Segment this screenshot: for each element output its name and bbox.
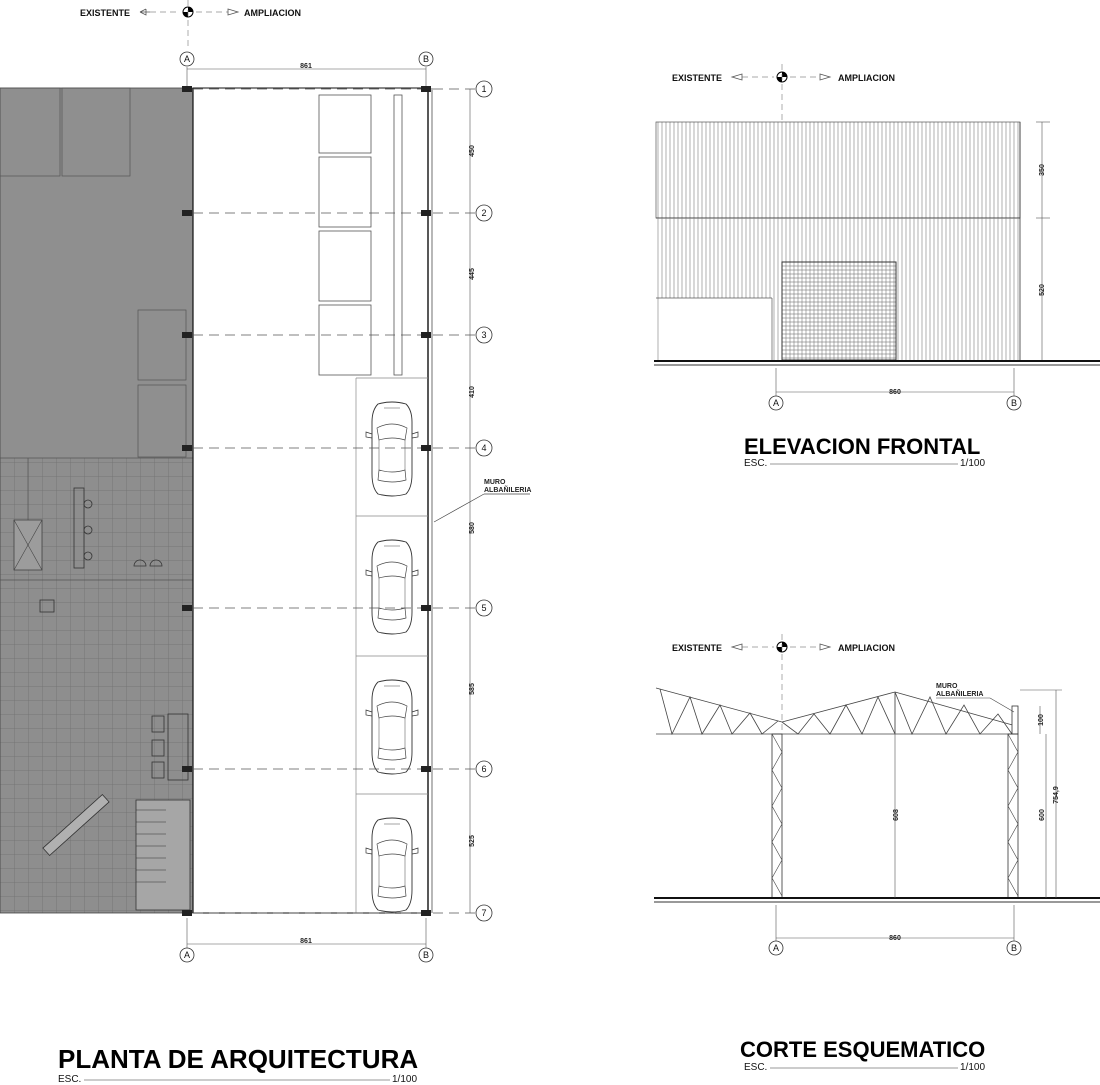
plan-legend-existing: EXISTENTE [80,8,131,18]
section-wall-note [936,683,1014,712]
elevation-grid-bubble-b [1007,396,1021,410]
plan-title: PLANTA DE ARQUITECTURA [58,1044,419,1074]
svg-text:MURO: MURO [484,479,506,486]
svg-text:A: A [183,950,191,960]
grid-bubble-3 [476,327,492,343]
section-column-b [1008,734,1018,898]
plan-dimension-top [187,63,426,86]
parked-car-1 [366,402,418,496]
plan-legend [80,0,301,50]
parked-car-4 [366,818,418,912]
front-elevation [654,64,1100,469]
svg-text:520: 520 [1039,284,1046,296]
plan-grid-bubble-b-top [419,52,433,66]
plan-legend-extension: AMPLIACION [244,8,301,18]
svg-text:6: 6 [481,764,487,774]
section-width-dim [776,905,1014,942]
svg-text:B: B [1010,398,1018,408]
svg-text:B: B [1010,943,1018,953]
svg-text:B: B [422,54,430,64]
section-legend-existing: EXISTENTE [672,643,723,653]
svg-text:410: 410 [469,386,476,398]
elevation-legend-extension: AMPLIACION [838,73,895,83]
section-grid-bubble-a [769,941,783,955]
elevation-legend [672,64,895,122]
svg-text:MURO: MURO [936,683,958,690]
svg-text:445: 445 [469,268,476,280]
svg-text:5: 5 [481,603,487,613]
svg-text:A: A [772,943,780,953]
svg-text:450: 450 [469,145,476,157]
existing-building-area [0,88,193,458]
schematic-section [654,634,1100,1073]
floor-plan [0,0,531,1085]
section-column-a [772,734,782,898]
plan-wall-note [434,479,531,522]
parked-car-3 [366,680,418,774]
plan-grid-bubble-a-top [180,52,194,66]
elevation-legend-existing: EXISTENTE [672,73,723,83]
plan-dimension-bottom [187,918,426,948]
svg-text:525: 525 [469,835,476,847]
parked-car-2 [366,540,418,634]
svg-text:860: 860 [889,389,901,396]
svg-text:754,9: 754,9 [1053,786,1060,804]
svg-text:B: B [422,950,430,960]
grid-bubble-2 [476,205,492,221]
svg-text:580: 580 [469,522,476,534]
svg-text:A: A [772,398,780,408]
svg-text:861: 861 [300,63,312,70]
svg-text:100: 100 [1038,714,1045,726]
section-grid-bubble-b [1007,941,1021,955]
svg-text:A: A [183,54,191,64]
svg-text:861: 861 [300,938,312,945]
svg-text:ALBAÑILERIA: ALBAÑILERIA [936,691,984,698]
section-legend [672,634,895,730]
elevation-scale-prefix: ESC. [744,458,768,469]
section-scale-prefix: ESC. [744,1062,768,1073]
section-title: CORTE ESQUEMATICO [740,1037,986,1062]
plan-grid-bubble-b-bottom [419,948,433,962]
svg-text:860: 860 [889,935,901,942]
svg-text:1: 1 [481,84,487,94]
grid-bubble-6 [476,761,492,777]
plan-scale: 1/100 [392,1074,418,1085]
svg-text:350: 350 [1039,164,1046,176]
elevation-height-dims [1036,122,1050,360]
grid-bubble-7 [476,905,492,921]
section-legend-extension: AMPLIACION [838,643,895,653]
rolling-door [782,262,896,360]
grid-bubble-1 [476,81,492,97]
svg-text:608: 608 [893,809,900,821]
plan-grid-bubble-a-bottom [180,948,194,962]
plan-scale-prefix: ESC. [58,1074,82,1085]
svg-text:4: 4 [481,443,487,453]
section-parapet-wall [1012,706,1018,734]
elevation-scale: 1/100 [960,458,986,469]
section-scale: 1/100 [960,1062,986,1073]
svg-text:ALBAÑILERIA: ALBAÑILERIA [484,487,532,494]
grid-bubble-4 [476,440,492,456]
existing-roof-truss [656,688,782,734]
elevation-title: ELEVACION FRONTAL [744,434,981,459]
elevation-grid-bubble-a [769,396,783,410]
svg-text:2: 2 [481,208,487,218]
svg-text:585: 585 [469,683,476,695]
svg-text:7: 7 [481,908,487,918]
elevation-width-dim [776,368,1014,396]
svg-text:600: 600 [1039,809,1046,821]
svg-text:3: 3 [481,330,487,340]
grid-bubble-5 [476,600,492,616]
